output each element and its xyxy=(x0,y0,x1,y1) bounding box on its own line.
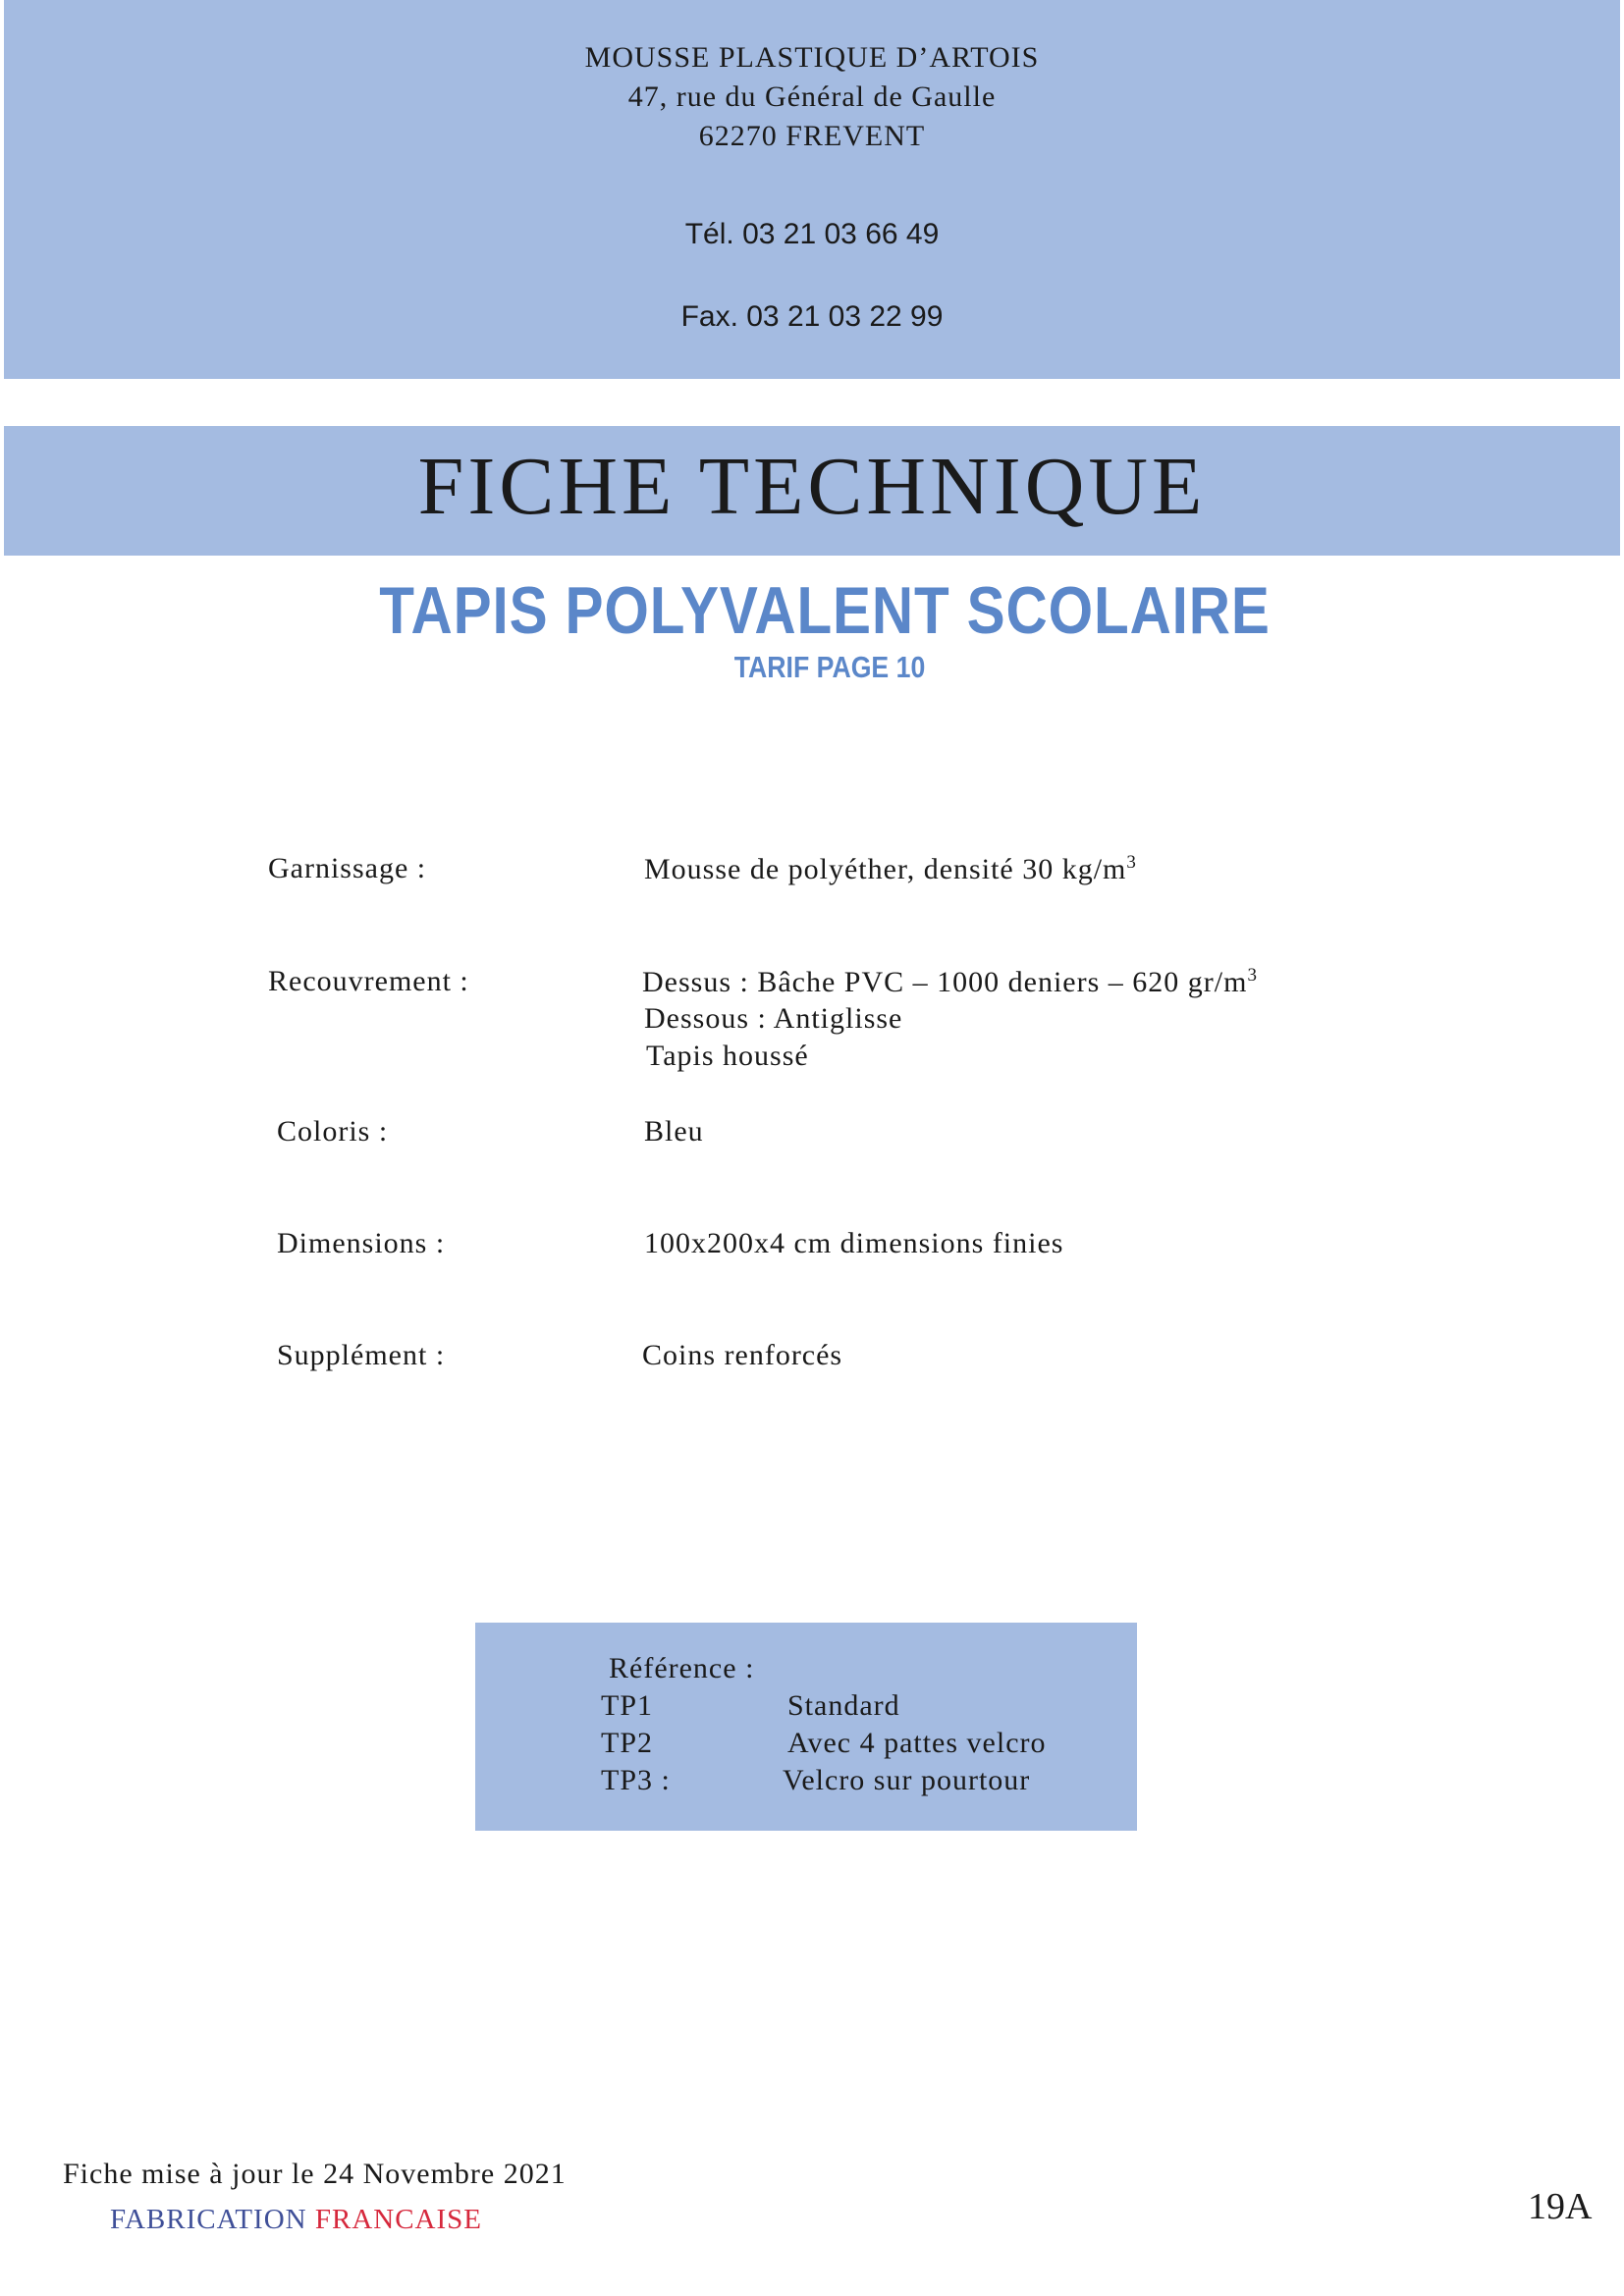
recouvrement-value-line2: Dessous : Antiglisse xyxy=(644,1002,903,1035)
dimensions-value: 100x200x4 cm dimensions finies xyxy=(644,1227,1064,1259)
company-name: MOUSSE PLASTIQUE D’ARTOIS xyxy=(584,41,1040,74)
garnissage-label: Garnissage : xyxy=(268,852,427,884)
page-title: FICHE TECHNIQUE xyxy=(417,441,1207,532)
page-number: 19A xyxy=(1528,2186,1593,2227)
reference-desc-tp1: Standard xyxy=(787,1689,900,1722)
reference-code-tp3: TP3 : xyxy=(601,1764,671,1796)
supplement-value: Coins renforcés xyxy=(642,1339,843,1371)
company-fax: Fax. 03 21 03 22 99 xyxy=(680,300,944,333)
recouvrement-value-line3: Tapis houssé xyxy=(646,1040,809,1072)
update-date: Fiche mise à jour le 24 Novembre 2021 xyxy=(63,2158,567,2190)
francaise-word: FRANCAISE xyxy=(314,2204,482,2235)
reference-desc-tp2: Avec 4 pattes velcro xyxy=(787,1727,1047,1759)
tarif-reference: TARIF PAGE 10 xyxy=(733,650,926,684)
reference-code-tp2: TP2 xyxy=(601,1727,654,1759)
reference-heading: Référence : xyxy=(609,1652,755,1684)
company-city: 62270 FREVENT xyxy=(698,120,926,152)
fabrication-word: FABRICATION xyxy=(110,2204,307,2235)
recouvrement-value-line1: Dessus : Bâche PVC – 1000 deniers – 620 $gr/m^3$ xyxy=(642,965,1258,998)
reference-code-tp1: TP1 xyxy=(601,1689,654,1722)
garnissage-value: Mousse de polyéther, densité 30 $kg/m^3$ xyxy=(644,852,1137,885)
product-title: TAPIS POLYVALENT SCOLAIRE xyxy=(379,573,1271,648)
coloris-value: Bleu xyxy=(644,1115,704,1148)
fabrication-francaise xyxy=(110,2204,482,2236)
dimensions-label: Dimensions : xyxy=(277,1227,446,1259)
reference-desc-tp3: Velcro sur pourtour xyxy=(783,1764,1031,1796)
supplement-label: Supplément : xyxy=(277,1339,446,1371)
company-phone: Tél. 03 21 03 66 49 xyxy=(684,218,940,250)
recouvrement-label: Recouvrement : xyxy=(268,965,469,997)
coloris-label: Coloris : xyxy=(277,1115,389,1148)
company-street: 47, rue du Général de Gaulle xyxy=(627,80,997,113)
